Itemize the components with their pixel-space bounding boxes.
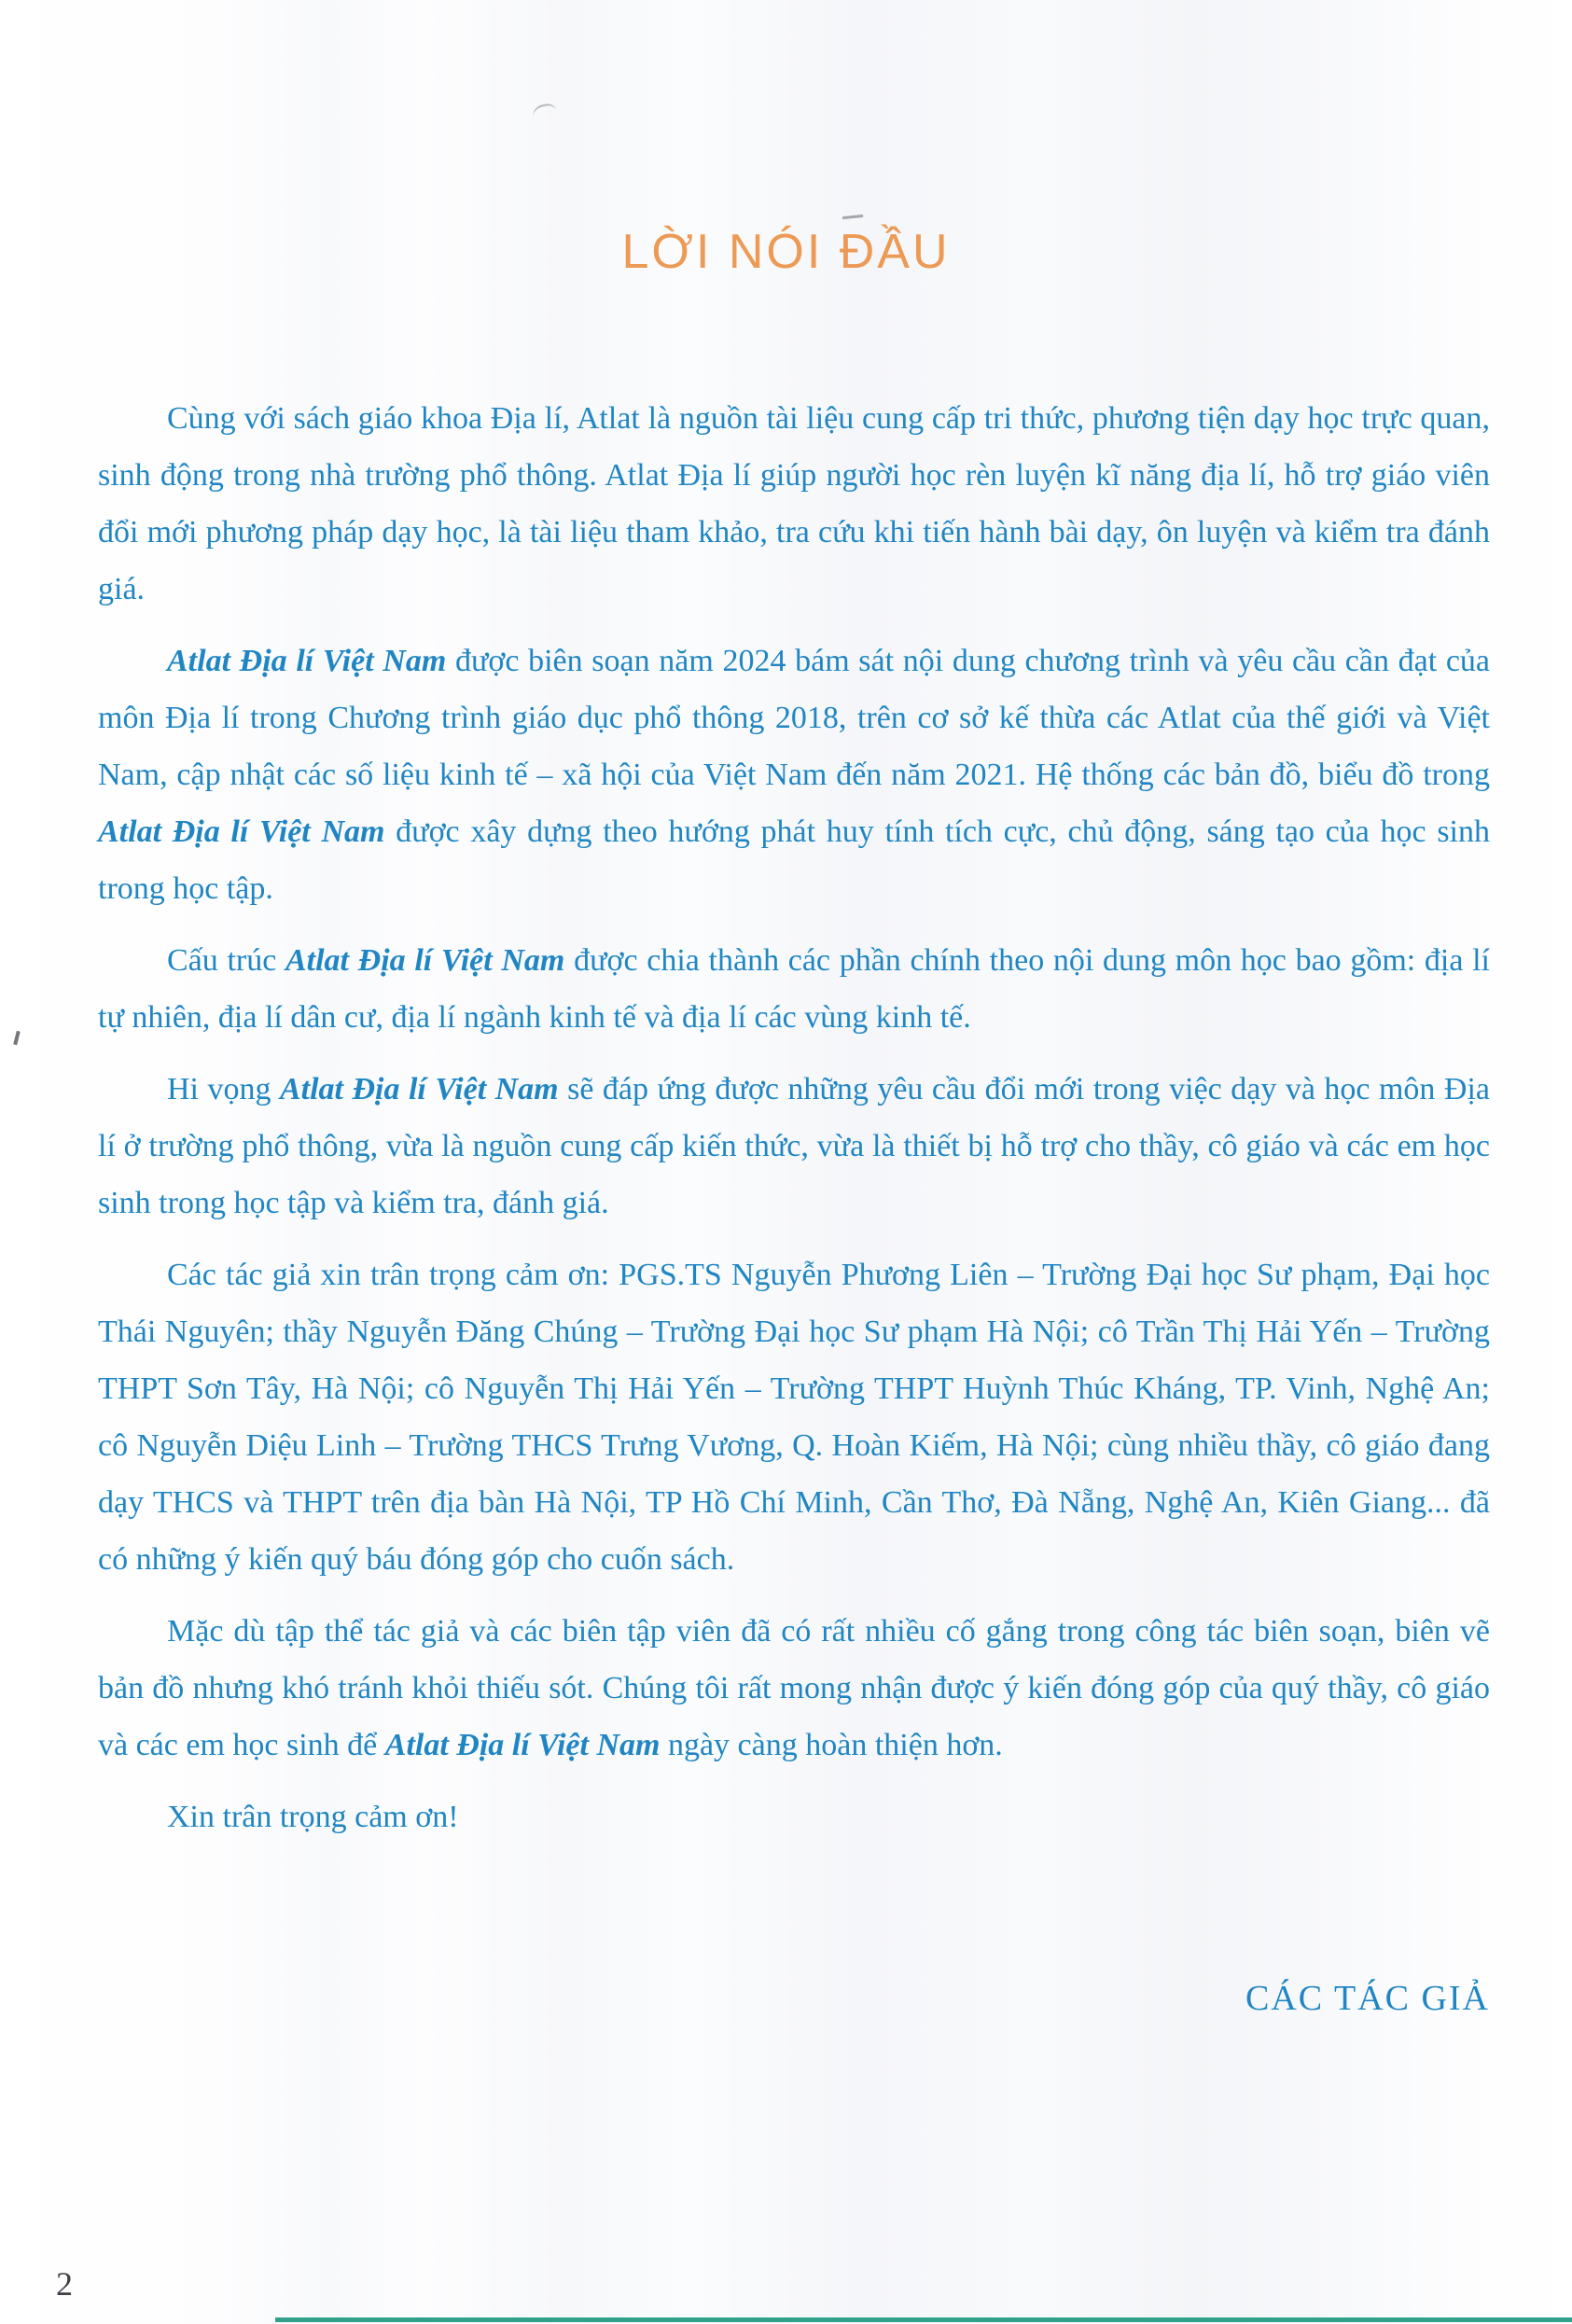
- paragraph-text: được chia thành các phần chính theo nội dung môn học bao gồm: địa lí tự nhiên, địa lí dân cư, địa lí ngành kinh tế và địa lí các vùng kinh tế.: [98, 943, 1490, 1035]
- bottom-rule: [275, 2317, 1572, 2322]
- paragraph: [98, 390, 1490, 618]
- paragraph: [98, 932, 1490, 1046]
- paragraph-text: sẽ đáp ứng được những yêu cầu đổi mới trong việc dạy và học môn Địa lí ở trường phổ thông, vừa là nguồn cung cấp kiến thức, vừa là thiết bị hỗ trợ cho thầy, cô giáo và các em học sinh trong học tập và kiểm tra, đánh giá.: [98, 1072, 1490, 1220]
- authors-signature: CÁC TÁC GIẢ: [1245, 1979, 1490, 2018]
- paragraph-text: Các tác giả xin trân trọng cảm ơn: PGS.TS Nguyễn Phương Liên – Trường Đại học Sư phạm, Đại học Thái Nguyên; thầy Nguyễn Đăng Chúng – Trường Đại học Sư phạm Hà Nội; cô Trần Thị Hải Yến – Trường THPT Sơn Tây, Hà Nội; cô Nguyễn Thị Hải Yến – Trường THPT Huỳnh Thúc Kháng, TP. Vinh, Nghệ An; cô Nguyễn Diệu Linh – Trường THCS Trưng Vương, Q. Hoàn Kiếm, Hà Nội; cùng nhiều thầy, cô giáo đang dạy THCS và THPT trên địa bàn Hà Nội, TP Hồ Chí Minh, Cần Thơ, Đà Nẵng, Nghệ An, Kiên Giang... đã có những ý kiến quý báu đóng góp cho cuốn sách.: [98, 1258, 1490, 1577]
- book-title-emphasis: Atlat Địa lí Việt Nam: [279, 1072, 559, 1106]
- paragraph: [98, 1603, 1490, 1774]
- scan-artifact-dash: [842, 215, 863, 219]
- paragraph-text: Cùng với sách giáo khoa Địa lí, Atlat là nguồn tài liệu cung cấp tri thức, phương tiện dạy học trực quan, sinh động trong nhà trường phổ thông. Atlat Địa lí giúp người học rèn luyện kĩ năng địa lí, hỗ trợ giáo viên đổi mới phương pháp dạy học, là tài liệu tham khảo, tra cứu khi tiến hành bài dạy, ôn luyện và kiểm tra đánh giá.: [98, 401, 1490, 606]
- paragraph-text: Mặc dù tập thể tác giả và các biên tập viên đã có rất nhiều cố gắng trong công tác biên soạn, biên vẽ bản đồ nhưng khó tránh khỏi thiếu sót. Chúng tôi rất mong nhận được ý kiến đóng góp của quý thầy, cô giáo và các em học sinh để: [98, 1614, 1490, 1762]
- closing-line: Xin trân trọng cảm ơn!: [167, 1800, 459, 1834]
- page-title: LỜI NÓI ĐẦU: [621, 225, 951, 279]
- paragraph: [98, 1061, 1490, 1232]
- paragraph-text: Cấu trúc: [167, 943, 285, 978]
- paragraph-text: Hi vọng: [167, 1072, 280, 1106]
- scan-artifact-squiggle: [531, 102, 557, 118]
- paragraph-text: được xây dựng theo hướng phát huy tính tích cực, chủ động, sáng tạo của học sinh trong học tập.: [98, 814, 1490, 906]
- paragraph: [98, 1246, 1490, 1588]
- preface-paragraphs: [0, 390, 1572, 1774]
- book-title-emphasis: Atlat Địa lí Việt Nam: [98, 814, 385, 849]
- book-title-emphasis: Atlat Địa lí Việt Nam: [285, 943, 565, 978]
- book-title-emphasis: Atlat Địa lí Việt Nam: [167, 644, 447, 678]
- book-title-emphasis: Atlat Địa lí Việt Nam: [384, 1728, 661, 1762]
- paragraph-text: ngày càng hoàn thiện hơn.: [660, 1728, 1003, 1762]
- paragraph: [98, 633, 1490, 917]
- paragraph-text: được biên soạn năm 2024 bám sát nội dung chương trình và yêu cầu cần đạt của môn Địa lí trong Chương trình giáo dục phổ thông 2018, trên cơ sở kế thừa các Atlat của thế giới và Việt Nam, cập nhật các số liệu kinh tế – xã hội của Việt Nam đến năm 2021. Hệ thống các bản đồ, biểu đồ trong: [98, 644, 1491, 792]
- page-number: 2: [56, 2265, 73, 2303]
